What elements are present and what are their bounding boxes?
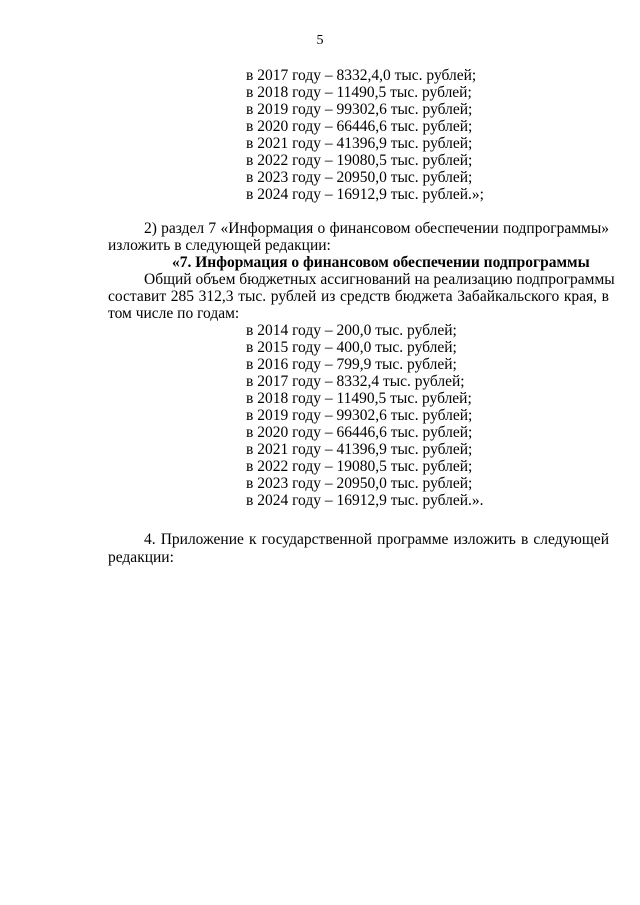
list-b-item: в 2014 году – 200,0 тыс. рублей; — [246, 322, 457, 339]
list-b-item: в 2021 году – 41396,9 тыс. рублей; — [246, 441, 473, 458]
list-b-item: в 2024 году – 16912,9 тыс. рублей.». — [246, 492, 484, 509]
list-b-item: в 2018 году – 11490,5 тыс. рублей; — [246, 390, 472, 407]
list-a-item: в 2024 году – 16912,9 тыс. рублей.»; — [246, 186, 484, 203]
section2-text-line: изложить в следующей редакции: — [108, 237, 331, 254]
list-a-item: в 2023 году – 20950,0 тыс. рублей; — [246, 169, 473, 186]
list-b-item: в 2019 году – 99302,6 тыс. рублей; — [246, 407, 473, 424]
list-b-item: в 2020 году – 66446,6 тыс. рублей; — [246, 424, 473, 441]
list-a-item: в 2022 году – 19080,5 тыс. рублей; — [246, 152, 473, 169]
list-a-item: в 2018 году – 11490,5 тыс. рублей; — [246, 84, 472, 101]
list-a-item: в 2021 году – 41396,9 тыс. рублей; — [246, 135, 473, 152]
page-number: 5 — [316, 33, 324, 48]
list-a-item: в 2019 году – 99302,6 тыс. рублей; — [246, 101, 473, 118]
total-text-line: составит 285 312,3 тыс. рублей из средств бюджета Забайкальского края, в — [108, 288, 609, 305]
section4-text-line: редакции: — [108, 549, 174, 566]
list-b-item: в 2015 году – 400,0 тыс. рублей; — [246, 339, 457, 356]
list-b-item: в 2022 году – 19080,5 тыс. рублей; — [246, 458, 473, 475]
total-text-line: Общий объем бюджетных ассигнований на реализацию подпрограммы — [144, 271, 615, 288]
section-heading: «7. Информация о финансовом обеспечении подпрограммы — [172, 254, 590, 271]
list-b-item: в 2023 году – 20950,0 тыс. рублей; — [246, 475, 473, 492]
list-b-item: в 2016 году – 799,9 тыс. рублей; — [246, 356, 457, 373]
list-a-item: в 2020 году – 66446,6 тыс. рублей; — [246, 118, 473, 135]
section2-text-line: 2) раздел 7 «Информация о финансовом обеспечении подпрограммы» — [144, 220, 609, 237]
section4-text-line: 4. Приложение к государственной программе изложить в следующей — [144, 531, 609, 548]
total-text-line: том числе по годам: — [108, 305, 240, 322]
list-b-item: в 2017 году – 8332,4 тыс. рублей; — [246, 373, 465, 390]
list-a-item: в 2017 году – 8332,4,0 тыс. рублей; — [246, 67, 477, 84]
